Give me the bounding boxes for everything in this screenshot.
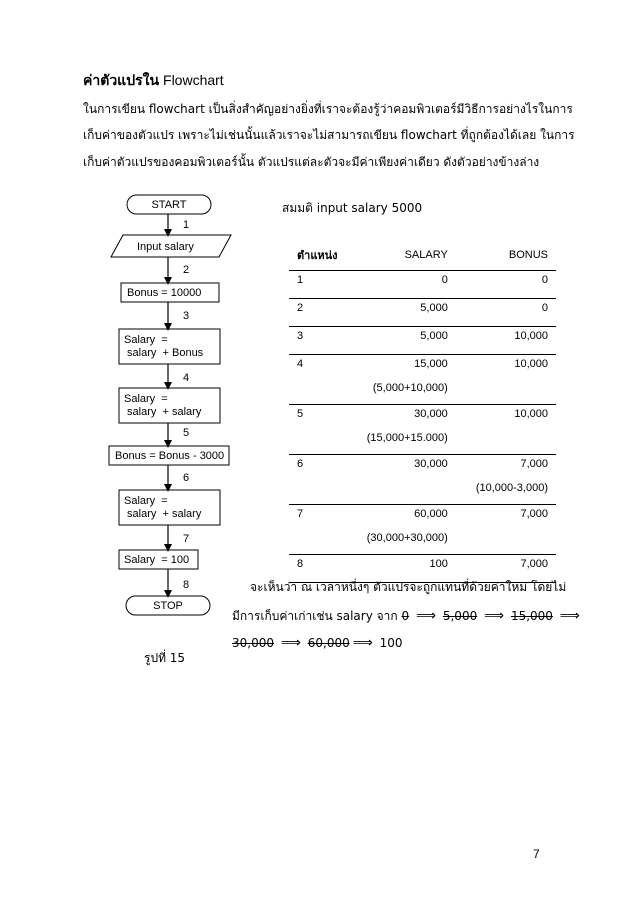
header-bonus: BONUS [508,249,548,261]
box-salary-salary-1-line-1: Salary = [124,393,168,405]
box-salary-salary-2-line-1: Salary = [124,495,168,507]
table-subrow [289,382,556,405]
cell-position: 5 [289,405,346,433]
implies-arrow-icon: ⟹ [484,608,505,624]
implies-arrow-icon: ⟹ [415,608,437,624]
step-label-6: 6 [183,472,190,484]
box-salary-bonus-line-1: Salary = [124,334,168,346]
cell-bonus: 7,000 [456,505,556,533]
flowchart [0,0,260,680]
cell-position: 7 [289,505,346,533]
box-bonus-label: Bonus = 10000 [127,287,202,299]
cell-bonus-note [456,432,556,455]
header-salary: SALARY [404,249,448,261]
table-row [289,271,556,299]
page-number: 7 [533,847,540,861]
note-line-1: จะเห็นว่า ณ เวลาหนึ่งๆ ตัวแปรจะถูกแทนที่ด้วยค่าใหม่ โดยไม่ [250,580,567,594]
struck-value: 5,000 [442,609,478,623]
struck-value: 60,000 [307,636,350,650]
box-salary-100-label: Salary = 100 [124,554,190,566]
note-line-3 [232,635,403,651]
implies-arrow-icon: ⟹ [280,635,301,651]
cell-position: 6 [289,455,346,483]
step-label-8: 8 [183,579,190,591]
cell-salary: 60,000 [346,505,456,533]
cell-salary-note: (15,000+15.000) [366,432,448,444]
table-row [289,505,556,533]
note-line-2 [232,607,583,626]
cell-salary: 100 [346,555,456,583]
table-subrow [289,482,556,505]
heading-en: Flowchart [163,72,224,88]
step-label-5: 5 [183,427,190,439]
cell-bonus: 7,000 [456,455,556,483]
box-salary-salary-1-line-2: salary + salary [124,406,202,418]
table-row [289,355,556,383]
cell-empty [289,532,346,555]
cell-position: 8 [289,555,346,583]
implies-arrow-icon: ⟹ [559,608,580,624]
cell-salary: 15,000 [346,355,456,383]
cell-salary: 0 [346,271,456,299]
cell-bonus: 7,000 [456,555,556,583]
paragraph-line-3: เก็บค่าตัวแปรของคอมพิวเตอร์นั้น ตัวแปรแต่ละตัวจะมีค่าเพียงค่าเดียว ดังตัวอย่างข้างล่าง [83,155,540,169]
table-header-row [289,240,556,271]
cell-position: 4 [289,355,346,383]
cell-bonus-note [456,382,556,405]
box-salary-salary-2-line-2: salary + salary [124,508,202,520]
step-label-1: 1 [183,219,190,231]
paragraph-line-1: ในการเขียน flowchart เป็นสิ่งสำคัญอย่างยิ่งที่เราจะต้องรู้ว่าคอมพิวเตอร์มีวิธีการอย่างไรในการ [83,102,573,116]
table-row [289,455,556,483]
cell-salary: 30,000 [346,455,456,483]
input-label: Input salary [137,241,194,253]
step-label-3: 3 [183,310,190,322]
struck-value: 30,000 [232,636,274,650]
table-row [289,327,556,355]
start-label: START [151,199,187,211]
cell-salary-note: (30,000+30,000) [366,532,448,544]
heading-thai: ค่าตัวแปรใน [83,73,160,89]
step-label-2: 2 [183,264,190,276]
struck-value: 0 [401,609,410,623]
cell-bonus: 10,000 [456,327,556,355]
step-label-7: 7 [183,533,190,545]
final-value: 100 [379,636,403,650]
stop-label: STOP [153,600,183,612]
cell-salary-note [346,482,456,505]
cell-bonus-note: (10,000-3,000) [475,482,548,494]
step-label-4: 4 [183,372,190,384]
cell-salary: 5,000 [346,299,456,327]
cell-bonus: 10,000 [456,405,556,433]
cell-bonus: 0 [456,299,556,327]
box-bonus-minus-label: Bonus = Bonus - 3000 [115,450,225,462]
table-subrow [289,532,556,555]
cell-salary: 30,000 [346,405,456,433]
table-subrow [289,432,556,455]
cell-empty [289,432,346,455]
cell-bonus-note [456,532,556,555]
struck-value: 15,000 [510,609,553,623]
cell-empty [289,382,346,405]
assumption-text: สมมติ input salary 5000 [282,201,423,215]
box-salary-bonus-line-2: salary + Bonus [124,347,204,359]
cell-position: 2 [289,299,346,327]
cell-position: 3 [289,327,346,355]
figure-caption: รูปที่ 15 [144,651,186,665]
cell-bonus: 10,000 [456,355,556,383]
cell-bonus: 0 [456,271,556,299]
note-prefix: มีการเก็บค่าเก่าเช่น salary จาก [232,609,398,623]
cell-salary: 5,000 [346,327,456,355]
variable-table [289,240,556,583]
cell-empty [289,482,346,505]
table-row [289,299,556,327]
implies-arrow-icon: ⟹ [352,635,373,651]
paragraph-line-2: เก็บค่าของตัวแปร เพราะไม่เช่นนั้นแล้วเราจะไม่สามารถเขียน flowchart ที่ถูกต้องได้เลย ในการ [83,128,575,142]
cell-position: 1 [289,271,346,299]
cell-salary-note: (5,000+10,000) [372,382,448,394]
header-position: ตำแหน่ง [297,249,338,262]
table-row [289,405,556,433]
